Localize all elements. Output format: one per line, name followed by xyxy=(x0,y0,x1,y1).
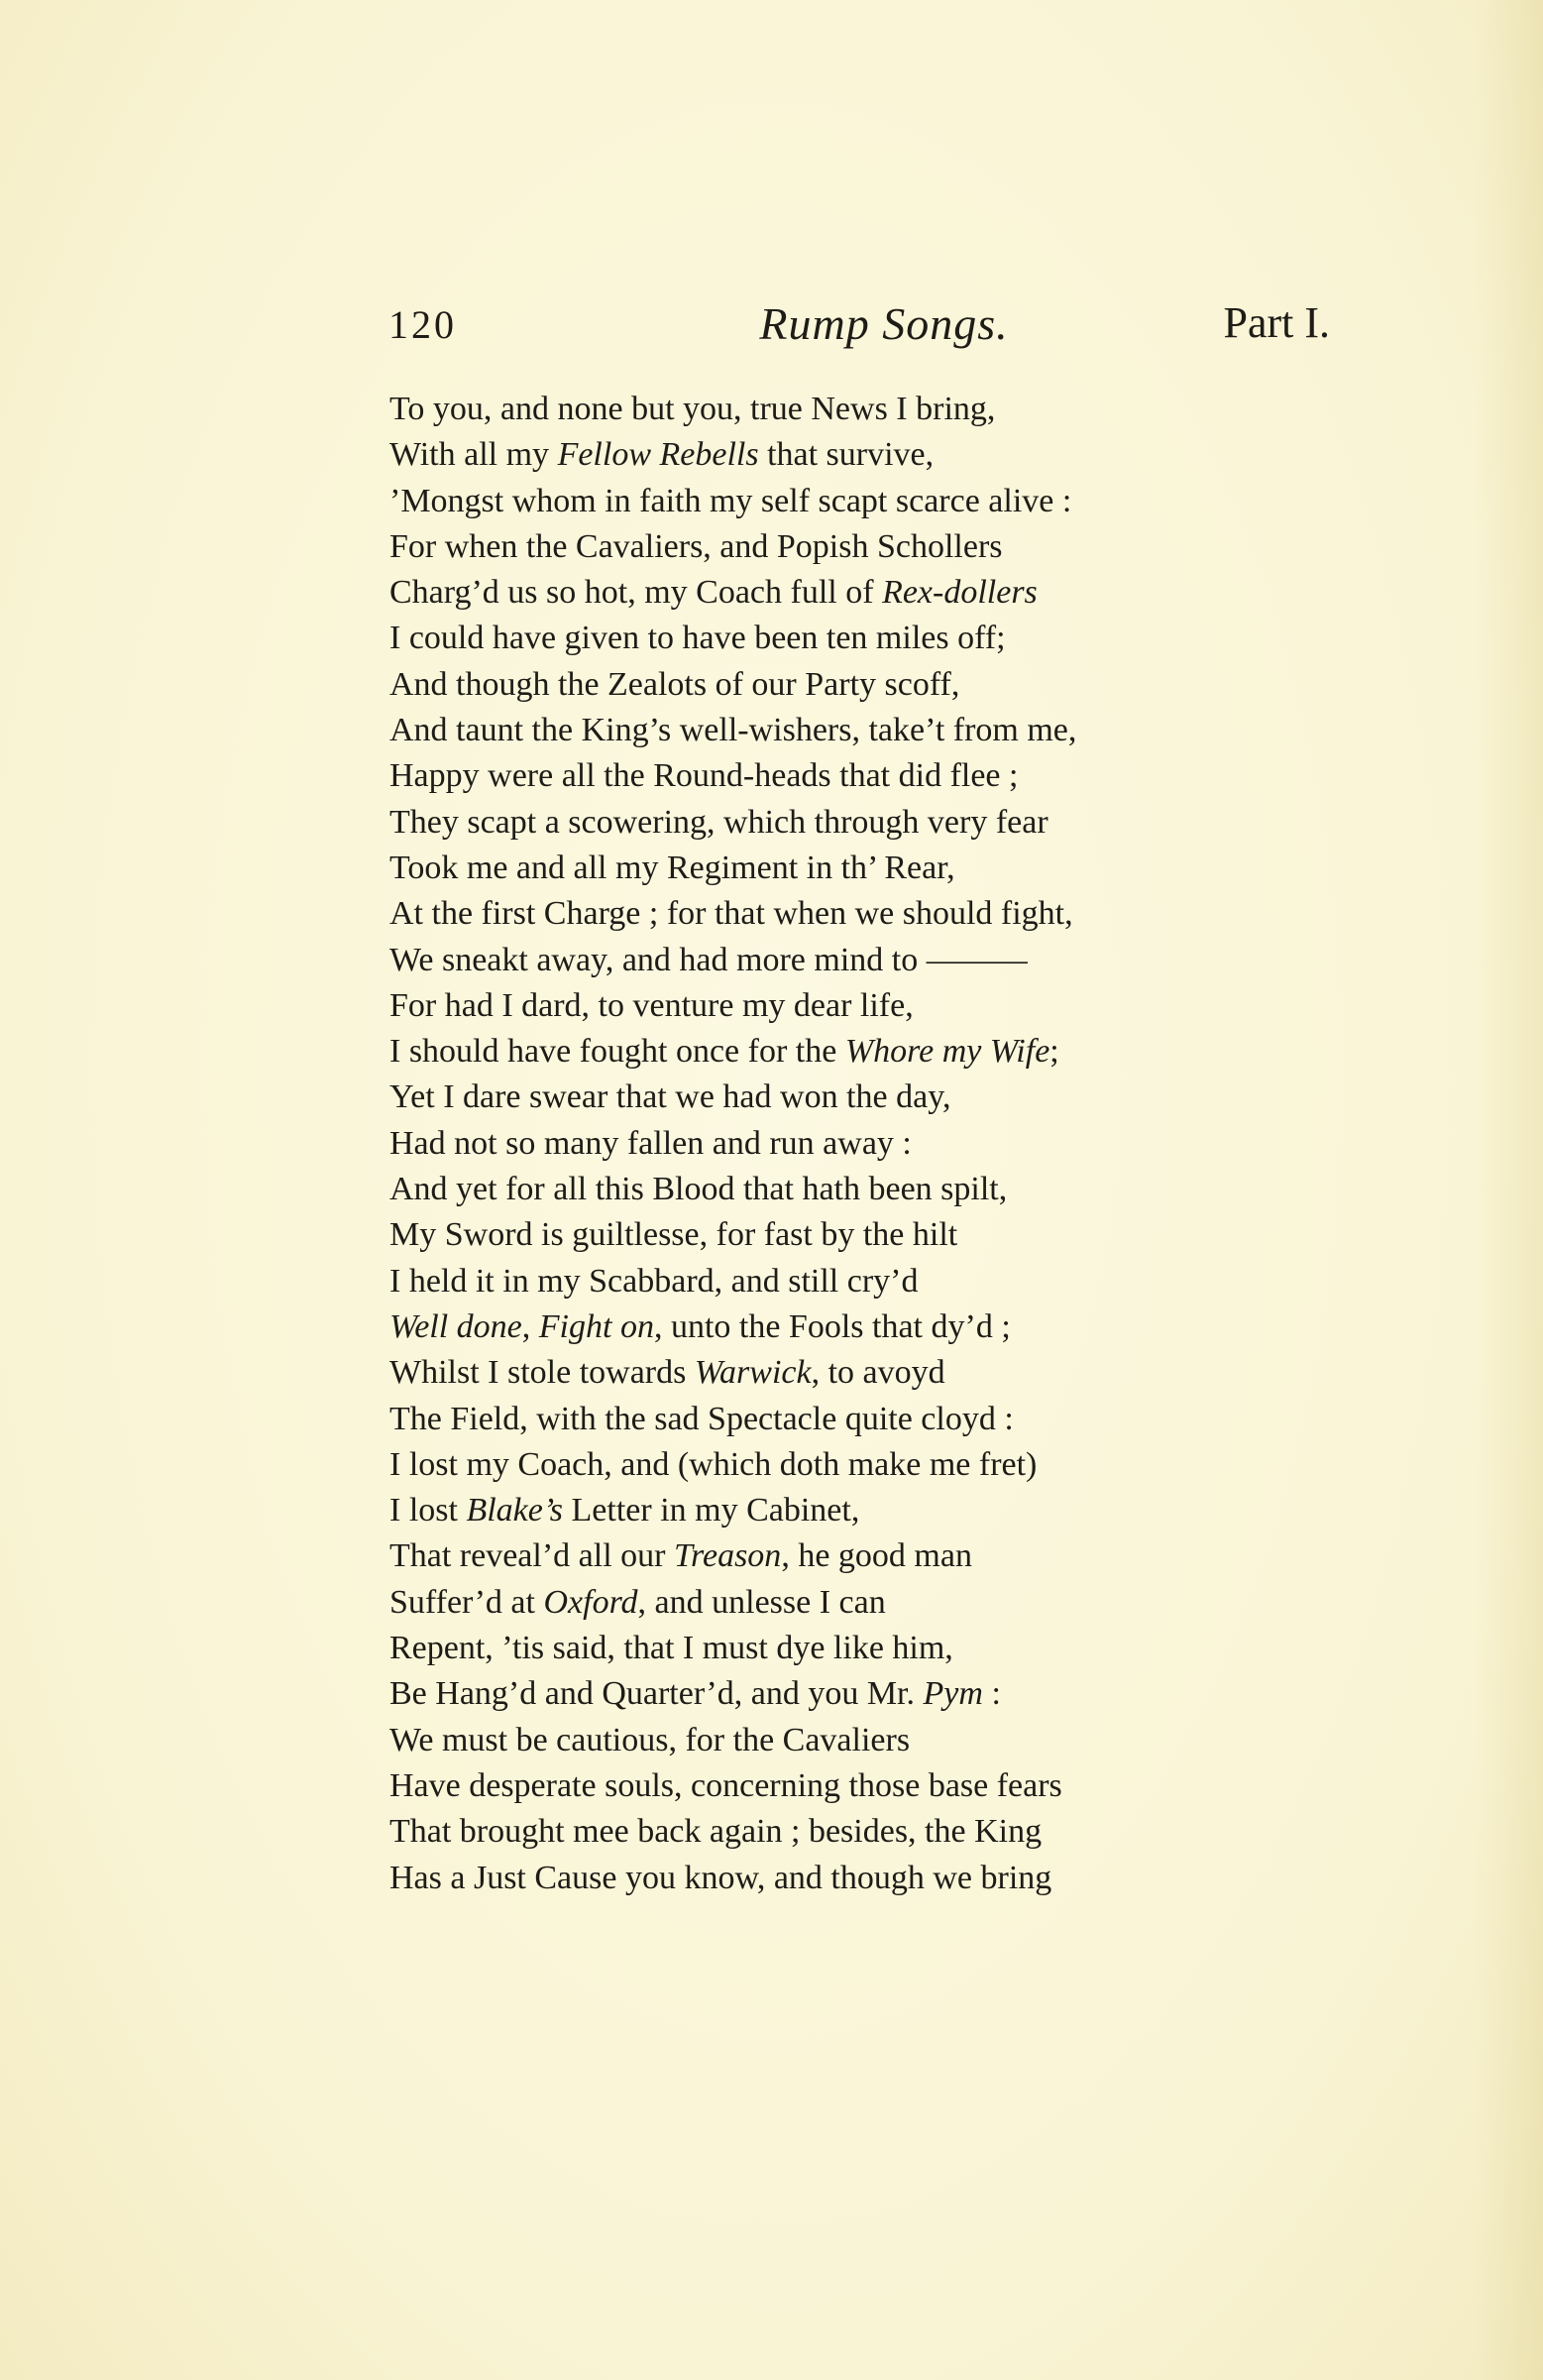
poem-line xyxy=(389,1212,1281,1258)
poem-line xyxy=(389,1626,1281,1671)
running-header xyxy=(388,298,1330,371)
poem-line xyxy=(389,1304,1281,1350)
line-text: ; xyxy=(1049,1033,1059,1071)
line-text: I lost my Coach, and (which doth make me fret) xyxy=(389,1445,1038,1483)
poem-line xyxy=(389,1533,1281,1579)
poem-line xyxy=(389,616,1281,661)
line-text: I lost xyxy=(389,1492,467,1530)
line-text: To you, and none but you, true News I bring, xyxy=(389,391,996,427)
poem-line xyxy=(389,753,1281,799)
poem-text xyxy=(389,387,1281,1901)
line-text: They scapt a scowering, which through very fear xyxy=(389,803,1048,841)
page-edge-shadow xyxy=(1474,0,1543,2380)
line-text: Have desperate souls, concerning those base fears xyxy=(389,1766,1062,1804)
line-text: The Field, with the sad Spectacle quite cloyd : xyxy=(389,1400,1014,1437)
line-text: That brought mee back again ; besides, the King xyxy=(389,1813,1043,1851)
italic-text: Rex-dollers xyxy=(882,574,1038,612)
line-text: And taunt the King’s well-wishers, take’t from me, xyxy=(389,712,1077,749)
line-text: And yet for all this Blood that hath been spilt, xyxy=(389,1171,1008,1208)
line-text: , and unlesse I can xyxy=(637,1583,886,1621)
poem-line xyxy=(389,1167,1281,1212)
line-text: And though the Zealots of our Party scoff, xyxy=(389,665,960,703)
poem-line xyxy=(389,1029,1281,1075)
line-text: Letter in my Cabinet, xyxy=(563,1492,860,1530)
line-text: Whilst I stole towards xyxy=(389,1354,695,1392)
poem-line xyxy=(389,891,1281,937)
page-number: 120 xyxy=(388,302,457,347)
line-text: At the first Charge ; for that when we should fight, xyxy=(389,895,1073,933)
line-text: , unto the Fools that dy’d ; xyxy=(653,1307,1011,1345)
poem-line xyxy=(389,1580,1281,1626)
line-text: Charg’d us so hot, my Coach full of xyxy=(389,574,883,612)
poem-line xyxy=(389,570,1281,616)
line-text: With all my xyxy=(389,436,558,474)
poem-line xyxy=(389,800,1281,846)
line-text: , to avoyd xyxy=(811,1354,945,1392)
line-text: ’Mongst whom in faith my self scapt scarce alive : xyxy=(389,482,1072,519)
line-text: We must be cautious, for the Cavaliers xyxy=(389,1721,911,1758)
poem-line xyxy=(389,1259,1281,1304)
line-text: I could have given to have been ten miles off; xyxy=(389,620,1006,657)
italic-text: Fellow Rebells xyxy=(557,436,759,474)
running-title: Rump Songs. xyxy=(759,298,1009,349)
italic-text: Oxford xyxy=(543,1583,638,1621)
poem-line xyxy=(389,983,1281,1029)
italic-text: Pym xyxy=(923,1675,983,1713)
poem-line xyxy=(389,1671,1281,1717)
poem-line xyxy=(389,479,1281,524)
line-text: I should have fought once for the xyxy=(389,1033,845,1071)
line-text: Be Hang’d and Quarter’d, and you Mr. xyxy=(389,1675,924,1713)
line-text: Has a Just Cause you know, and though we bring xyxy=(389,1859,1052,1896)
poem-line xyxy=(389,662,1281,708)
line-text: Took me and all my Regiment in th’ Rear, xyxy=(389,849,955,886)
poem-line xyxy=(389,708,1281,753)
poem-line xyxy=(389,1856,1281,1901)
poem-line xyxy=(389,938,1281,983)
italic-text: Blake’s xyxy=(466,1492,564,1530)
poem-line xyxy=(389,1763,1281,1809)
poem-line xyxy=(389,1075,1281,1120)
line-text: I held it in my Scabbard, and still cry’d xyxy=(389,1262,919,1300)
poem-line xyxy=(389,1397,1281,1442)
poem-line xyxy=(389,1442,1281,1488)
italic-text: Well done xyxy=(389,1307,522,1345)
italic-text: Fight on xyxy=(538,1307,654,1345)
poem-line xyxy=(389,1718,1281,1763)
poem-line xyxy=(389,387,1281,432)
line-text: , xyxy=(521,1307,539,1345)
poem-line xyxy=(389,524,1281,570)
poem-line xyxy=(389,1488,1281,1533)
line-text: My Sword is guiltlesse, for fast by the hilt xyxy=(389,1216,958,1254)
poem-line xyxy=(389,432,1281,478)
line-text: Suffer’d at xyxy=(389,1583,544,1621)
line-text: Repent, ’tis said, that I must dye like him, xyxy=(389,1630,953,1667)
italic-text: Whore my Wife xyxy=(844,1033,1050,1071)
italic-text: Warwick xyxy=(694,1354,812,1392)
line-text: We sneakt away, and had more mind to ——— xyxy=(389,941,1028,978)
line-text: : xyxy=(982,1675,1001,1713)
line-text: For had I dard, to venture my dear life, xyxy=(389,986,914,1024)
line-text: That reveal’d all our xyxy=(389,1537,674,1575)
part-label: Part I. xyxy=(1223,298,1330,347)
italic-text: Treason xyxy=(673,1537,782,1575)
line-text: For when the Cavaliers, and Popish Schollers xyxy=(389,527,1003,565)
poem-line xyxy=(389,1121,1281,1167)
line-text: Yet I dare swear that we had won the day, xyxy=(389,1078,951,1116)
line-text: Happy were all the Round-heads that did flee ; xyxy=(389,757,1019,795)
poem-line xyxy=(389,846,1281,891)
poem-line xyxy=(389,1350,1281,1396)
line-text: that survive, xyxy=(758,436,935,474)
line-text: Had not so many fallen and run away : xyxy=(389,1124,912,1162)
poem-line xyxy=(389,1809,1281,1855)
line-text: , he good man xyxy=(781,1537,972,1575)
